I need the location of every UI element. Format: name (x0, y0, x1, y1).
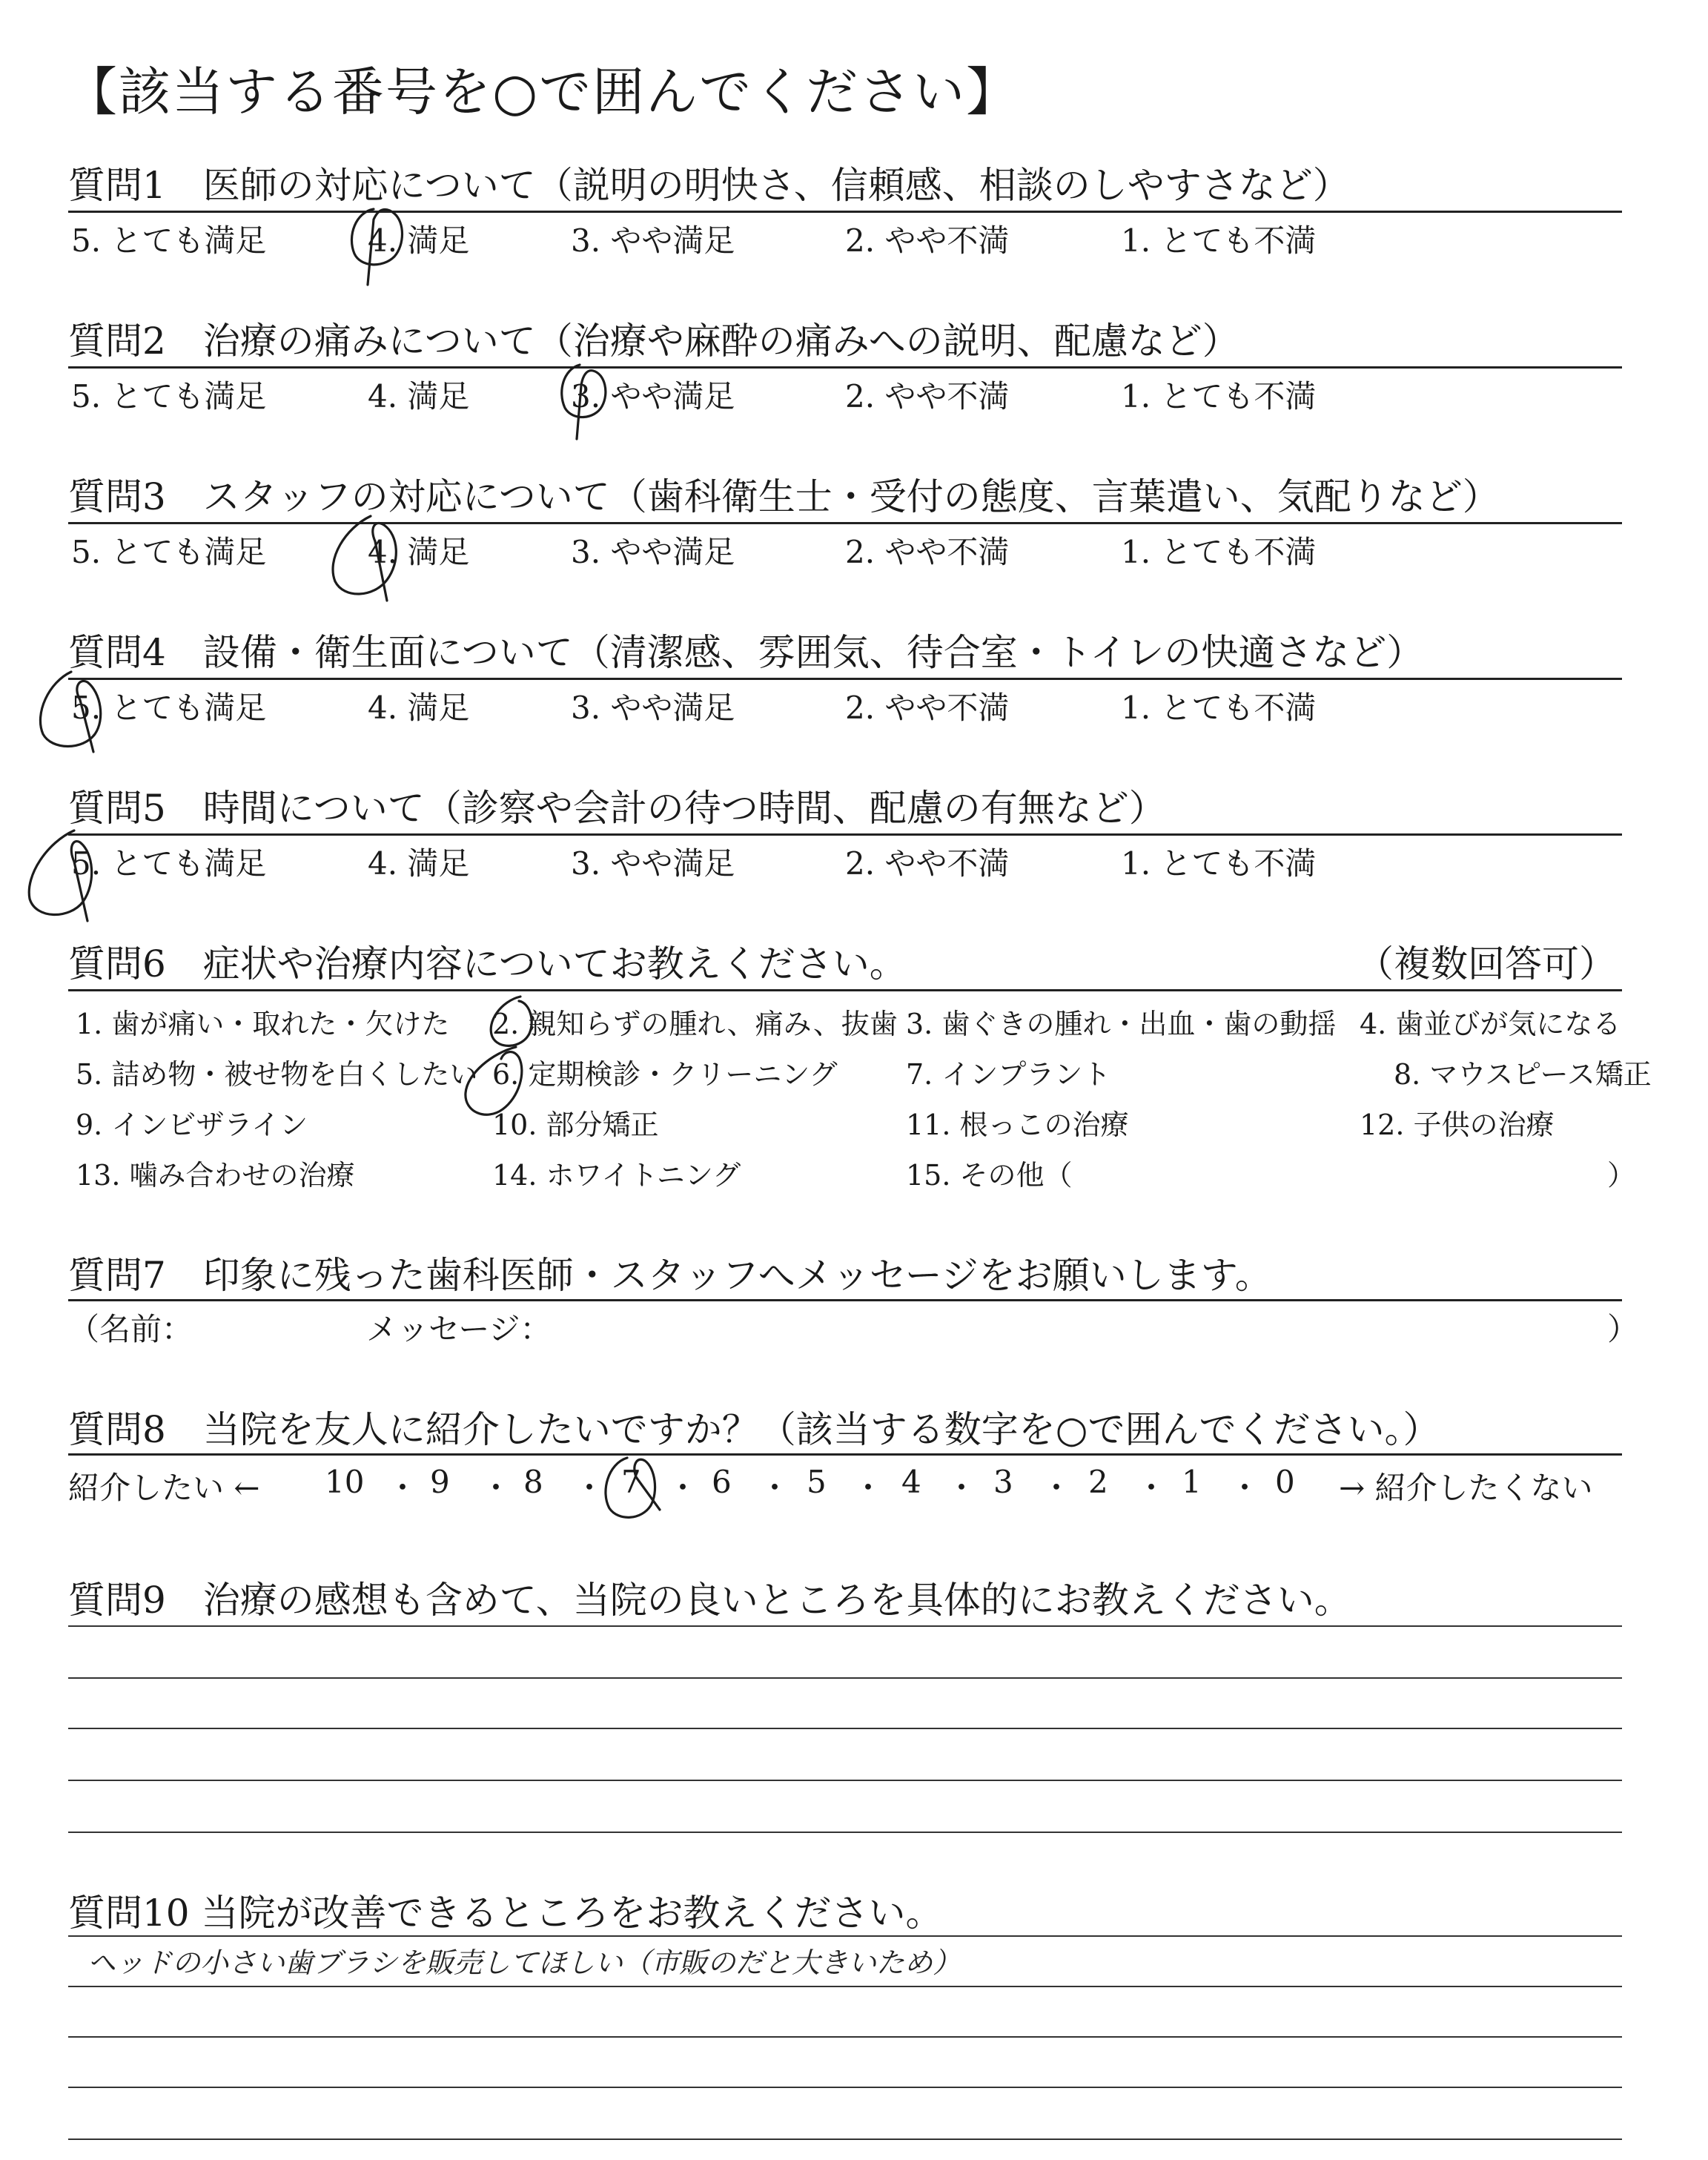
q2-option-4[interactable]: 4. 満足 (368, 378, 470, 415)
question-6-title: 質問6 症状や治療内容についてお教えください。 (68, 942, 907, 985)
q8-scale-separator: ・ (1229, 1470, 1261, 1506)
q8-scale-3[interactable]: 3 (993, 1464, 1013, 1500)
q6-option-6[interactable]: 6. 定期検診・クリーニング (492, 1058, 838, 1091)
answer-line (68, 1832, 1622, 1833)
q6-option-11[interactable]: 11. 根っこの治療 (906, 1109, 1129, 1141)
q2-option-1[interactable]: 1. とても不満 (1121, 378, 1317, 415)
q8-scale-separator: ・ (1136, 1470, 1168, 1506)
q6-option-9[interactable]: 9. インビザライン (76, 1109, 308, 1141)
q8-scale-6[interactable]: 6 (712, 1464, 732, 1500)
q8-left-label: 紹介したい ← (68, 1470, 260, 1506)
q6-option-15[interactable]: 15. その他（ (906, 1159, 1073, 1192)
answer-line (68, 1625, 1622, 1627)
answer-line (68, 1935, 1622, 1937)
q4-option-1[interactable]: 1. とても不満 (1121, 690, 1317, 726)
q1-option-3[interactable]: 3. やや満足 (571, 222, 735, 259)
q8-scale-9[interactable]: 9 (430, 1464, 450, 1500)
q3-option-5[interactable]: 5. とても満足 (71, 534, 267, 570)
q6-option-13[interactable]: 13. 噛み合わせの治療 (76, 1159, 355, 1192)
question-5-title: 質問5 時間について（診察や会計の待つ時間、配慮の有無など） (68, 787, 1166, 830)
q6-option-2[interactable]: 2. 親知らずの腫れ、痛み、抜歯 (492, 1008, 898, 1040)
question-10-title: 質問10 当院が改善できるところをお教えください。 (68, 1892, 943, 1935)
q6-option-7[interactable]: 7. インプラント (906, 1058, 1111, 1091)
q3-option-4[interactable]: 4. 満足 (368, 534, 470, 570)
q4-option-4[interactable]: 4. 満足 (368, 690, 470, 726)
q4-option-2[interactable]: 2. やや不満 (845, 690, 1010, 726)
q8-scale-separator: ・ (853, 1470, 884, 1506)
q6-option-8[interactable]: 8. マウスピース矯正 (1394, 1058, 1652, 1091)
q8-scale-separator: ・ (1041, 1470, 1073, 1506)
q5-option-5[interactable]: 5. とても満足 (71, 845, 267, 882)
q8-scale-0[interactable]: 0 (1275, 1464, 1295, 1500)
q8-scale-1[interactable]: 1 (1182, 1464, 1202, 1500)
q3-option-1[interactable]: 1. とても不満 (1121, 534, 1317, 570)
q8-scale-separator: ・ (387, 1470, 419, 1506)
q6-option-5[interactable]: 5. 詰め物・被せ物を白くしたい (76, 1058, 478, 1091)
q6-option-10[interactable]: 10. 部分矯正 (492, 1109, 659, 1141)
q2-option-3[interactable]: 3. やや満足 (571, 378, 735, 415)
q8-scale-8[interactable]: 8 (523, 1464, 543, 1500)
q6-option-3[interactable]: 3. 歯ぐきの腫れ・出血・歯の動揺 (906, 1008, 1337, 1040)
answer-line (68, 1780, 1622, 1781)
answer-line (68, 1677, 1622, 1679)
q5-option-3[interactable]: 3. やや満足 (571, 845, 735, 882)
q8-scale-separator: ・ (667, 1470, 699, 1506)
answer-line (68, 2087, 1622, 2088)
q8-scale-7[interactable]: 7 (621, 1464, 641, 1500)
q3-option-3[interactable]: 3. やや満足 (571, 534, 735, 570)
question-8-title: 質問8 当院を友人に紹介したいですか？（該当する数字を○で囲んでください。） (68, 1408, 1440, 1451)
q4-option-3[interactable]: 3. やや満足 (571, 690, 735, 726)
q1-option-1[interactable]: 1. とても不満 (1121, 222, 1317, 259)
q3-option-2[interactable]: 2. やや不満 (845, 534, 1010, 570)
q2-option-5[interactable]: 5. とても満足 (71, 378, 267, 415)
q8-scale-separator: ・ (480, 1470, 512, 1506)
q8-scale-separator: ・ (759, 1470, 791, 1506)
q8-right-label: → 紹介したくない (1339, 1470, 1593, 1506)
q6-option-15-close-paren: ） (1607, 1159, 1636, 1192)
q5-option-2[interactable]: 2. やや不満 (845, 845, 1010, 882)
q2-option-2[interactable]: 2. やや不満 (845, 378, 1010, 415)
divider (68, 366, 1622, 369)
q8-scale-separator: ・ (574, 1470, 606, 1506)
answer-line (68, 2036, 1622, 2038)
divider (68, 522, 1622, 524)
page-title: 【該当する番号を○で囲んでください】 (65, 62, 1020, 122)
q8-scale-5[interactable]: 5 (807, 1464, 827, 1500)
q5-option-1[interactable]: 1. とても不満 (1121, 845, 1317, 882)
q7-close-paren: ） (1607, 1311, 1639, 1347)
q6-option-4[interactable]: 4. 歯並びが気になる (1360, 1008, 1621, 1040)
q10-handwritten-answer: ヘッドの小さい歯ブラシを販売してほしい（市販のだと大きいため） (87, 1946, 961, 1979)
divider (68, 833, 1622, 836)
q1-option-5[interactable]: 5. とても満足 (71, 222, 267, 259)
q8-scale-4[interactable]: 4 (901, 1464, 921, 1500)
question-9-title: 質問9 治療の感想も含めて、当院の良いところを具体的にお教えください。 (68, 1579, 1351, 1622)
q1-option-2[interactable]: 2. やや不満 (845, 222, 1010, 259)
q8-scale-10[interactable]: 10 (325, 1464, 365, 1500)
question-4-title: 質問4 設備・衛生面について（清潔感、雰囲気、待合室・トイレの快適さなど） (68, 631, 1424, 674)
divider (68, 989, 1622, 991)
q8-scale-separator: ・ (946, 1470, 978, 1506)
q1-option-4[interactable]: 4. 満足 (368, 222, 470, 259)
divider (68, 211, 1622, 213)
question-3-title: 質問3 スタッフの対応について（歯科衛生士・受付の態度、言葉遣い、気配りなど） (68, 475, 1500, 518)
answer-line (68, 1986, 1622, 1987)
divider (68, 1299, 1622, 1301)
divider (68, 1453, 1622, 1456)
divider (68, 678, 1622, 680)
q6-option-1[interactable]: 1. 歯が痛い・取れた・欠けた (76, 1008, 450, 1040)
q5-option-4[interactable]: 4. 満足 (368, 845, 470, 882)
answer-line (68, 2138, 1622, 2140)
q6-option-14[interactable]: 14. ホワイトニング (492, 1159, 741, 1192)
question-2-title: 質問2 治療の痛みについて（治療や麻酔の痛みへの説明、配慮など） (68, 320, 1239, 363)
question-6-note: （複数回答可） (1357, 942, 1616, 985)
answer-line (68, 1728, 1622, 1729)
q8-scale-2[interactable]: 2 (1088, 1464, 1108, 1500)
q4-option-5[interactable]: 5. とても満足 (71, 690, 267, 726)
q7-message-label: メッセージ： (366, 1311, 552, 1347)
question-1-title: 質問1 医師の対応について（説明の明快さ、信頼感、相談のしやすさなど） (68, 164, 1350, 207)
question-7-title: 質問7 印象に残った歯科医師・スタッフへメッセージをお願いします。 (68, 1254, 1272, 1297)
q7-name-label: （名前： (68, 1311, 193, 1347)
q6-option-12[interactable]: 12. 子供の治療 (1360, 1109, 1555, 1141)
